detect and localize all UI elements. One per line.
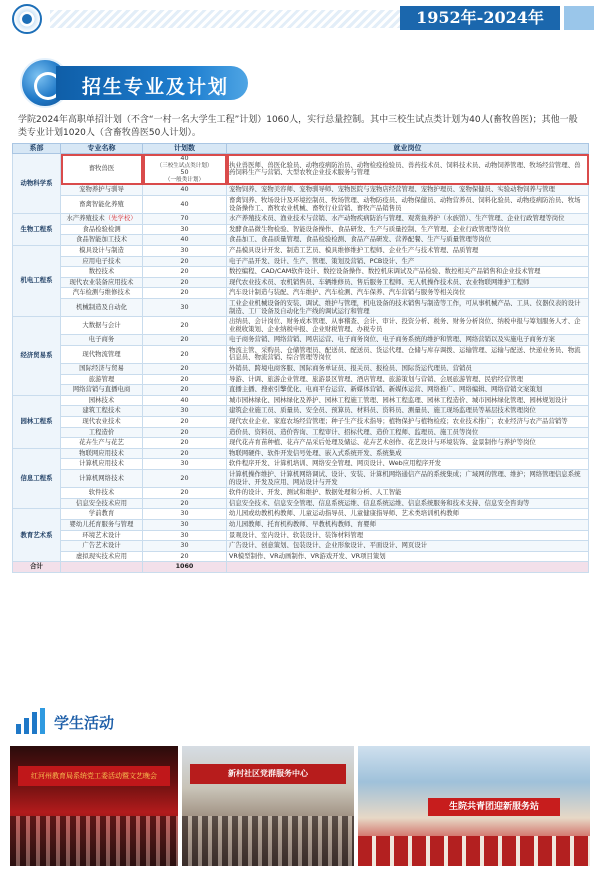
table-row bbox=[13, 335, 589, 346]
major-cell bbox=[61, 509, 143, 520]
major-name: 机械制造及自动化 bbox=[75, 302, 128, 311]
plan-plan-b: 50 bbox=[180, 168, 189, 177]
plan-cell: 20 bbox=[143, 277, 227, 288]
major-cell bbox=[61, 385, 143, 396]
table-row bbox=[13, 417, 589, 428]
plan-cell: 40 bbox=[143, 195, 227, 213]
table-row bbox=[13, 448, 589, 459]
major-name: 旅游管理 bbox=[88, 374, 115, 383]
major-cell bbox=[61, 277, 143, 288]
major-tag: （先学校） bbox=[104, 214, 137, 223]
plan-cell: 30 bbox=[143, 519, 227, 530]
major-name: 现代农业技术 bbox=[82, 417, 121, 426]
table-row bbox=[13, 235, 589, 246]
major-cell bbox=[61, 154, 143, 185]
jobs-cell: 汽车设计制造与装配、汽车维护、汽车检测、汽车保养、汽车营销与服务等相关岗位 bbox=[227, 288, 589, 299]
table-row bbox=[13, 427, 589, 438]
table-row bbox=[13, 385, 589, 396]
jobs-cell: 景观设计、室内设计、软装设计、装饰材料管理 bbox=[227, 530, 589, 541]
plan-cell: 70 bbox=[143, 214, 227, 225]
table-row bbox=[13, 195, 589, 213]
major-cell bbox=[61, 459, 143, 470]
activity-photo bbox=[358, 746, 590, 866]
jobs-cell: 物联网硬件、软件开发信号处理、嵌入式系统开发、系统集成 bbox=[227, 448, 589, 459]
major-cell bbox=[61, 417, 143, 428]
major-name: 广告艺术设计 bbox=[82, 541, 121, 550]
major-cell bbox=[61, 498, 143, 509]
jobs-cell: 广告设计、创意策划、包装设计、企业形象设计、平面设计、网页设计 bbox=[227, 541, 589, 552]
jobs-cell: 直播主播、搜索引擎优化、电商平台运营、新媒体营销、新媒体运营、网络推广、网络编辑、网络营销文案策划 bbox=[227, 385, 589, 396]
major-name: 食品智能加工技术 bbox=[75, 235, 128, 244]
table-row bbox=[13, 406, 589, 417]
major-name: 现代物流管理 bbox=[82, 349, 121, 358]
plan-cell: 20 bbox=[143, 448, 227, 459]
jobs-cell: 城市园林绿化、园林绿化及养护、园林工程施工管理、园林工程监理、园林工程造价、城市园林绿化管理、园林规划设计 bbox=[227, 395, 589, 406]
table-row bbox=[13, 317, 589, 335]
plan-cell: 20 bbox=[143, 417, 227, 428]
plan-cell: 30 bbox=[143, 224, 227, 235]
major-name: 畜牧兽医 bbox=[88, 164, 115, 173]
major-cell bbox=[61, 298, 143, 316]
jobs-cell: 现代农业技术员、农机销售员、车辆维修员、售后服务工程师、无人机操作技术员、农业物联网维护工程师 bbox=[227, 277, 589, 288]
plan-cell: 30 bbox=[143, 459, 227, 470]
major-name: 现代农业装备应用技术 bbox=[69, 277, 134, 286]
major-name: 汽车检测与维修技术 bbox=[72, 288, 131, 297]
table-header-row bbox=[13, 144, 589, 154]
total-row bbox=[13, 562, 589, 573]
major-name: 计算机应用技术 bbox=[79, 459, 124, 468]
jobs-cell: 现代花卉育苗种植、花卉产品采后处理及储运、花卉艺术创作、花艺设计与环境装饰、盆景制作与养护等岗位 bbox=[227, 438, 589, 449]
table-row bbox=[13, 488, 589, 499]
activity-title: 学生活动 bbox=[54, 714, 115, 732]
plan-cell: 20 bbox=[143, 374, 227, 385]
major-cell bbox=[61, 519, 143, 530]
header-stripe bbox=[50, 10, 430, 28]
jobs-cell: 物流主管、采购员、仓储管理员、配送员、配送员、货运代理、仓储与库存调拨、运输管理、运输与配送、快递业务员、物流信息员、物流营销、综合管理等岗位 bbox=[227, 345, 589, 363]
major-cell bbox=[61, 317, 143, 335]
major-cell bbox=[61, 551, 143, 562]
dept-cell: 信息工程系 bbox=[13, 448, 61, 509]
table-row bbox=[13, 470, 589, 488]
plan-cell: 20 bbox=[143, 288, 227, 299]
major-name: 计算机网络技术 bbox=[79, 473, 124, 482]
table-row bbox=[13, 267, 589, 278]
jobs-cell: 数控编程、CAD/CAM软件设计、数控设备操作、数控机床调试及产品检验、数控相关产品销售和企业技术管理 bbox=[227, 267, 589, 278]
major-cell bbox=[61, 364, 143, 375]
jobs-cell: 工业企业机械设备的安装、调试、维护与管理，机电设备的技术销售与制造等工作，可从事机械产品、工具、仪器仪表的设计制造、工厂设备及自动化生产线的调试运行和管理 bbox=[227, 298, 589, 316]
dept-cell: 经济贸易系 bbox=[13, 317, 61, 396]
plan-cell: 30 bbox=[143, 541, 227, 552]
school-logo-icon bbox=[12, 4, 42, 34]
jobs-cell: 出纳员、会计岗位、财务成本管理、从事稽查、会计、审计、投资分析、税务、财务分析岗位、纳税申报与筹划服务人才、企业税收策划、企业纳税申报、企业财税管理、办税专员 bbox=[227, 317, 589, 335]
jobs-cell: 产品模具设计开发、制造工艺员、模具维修维护工程师、企业生产与技术管理、品质管理 bbox=[227, 245, 589, 256]
table-row bbox=[13, 298, 589, 316]
dept-cell: 生物工程系 bbox=[13, 214, 61, 246]
table-row bbox=[13, 459, 589, 470]
major-cell bbox=[61, 288, 143, 299]
table-row bbox=[13, 214, 589, 225]
plan-cell: 20 bbox=[143, 498, 227, 509]
plan-cell: 20 bbox=[143, 317, 227, 335]
major-name: 信息安全技术应用 bbox=[75, 498, 128, 507]
jobs-cell: 计算机操作维护、计算机网络调试、设计、安装、计算机网络通信产品的系统集成；广域网的管理、维护；网络管理信息系统的设计、开发及应用、网站设计与开发 bbox=[227, 470, 589, 488]
section-title: 招生专业及计划 bbox=[82, 76, 230, 98]
jobs-cell: 现代农业企业、家庭农场经营管理；种子生产技术指导；植物保护与植物检疫；农业技术推广；农业经济与农产品营销等 bbox=[227, 417, 589, 428]
major-cell bbox=[61, 438, 143, 449]
total-label: 合计 bbox=[13, 562, 61, 573]
plan-cell: 40 bbox=[143, 395, 227, 406]
table-row bbox=[13, 438, 589, 449]
section-banner bbox=[20, 58, 248, 106]
plan-cell: 20 bbox=[143, 335, 227, 346]
major-name: 食品检验检测 bbox=[82, 224, 121, 233]
plan-cell: 20 bbox=[143, 488, 227, 499]
col-header-jobs: 就业岗位 bbox=[227, 144, 589, 154]
table-row bbox=[13, 530, 589, 541]
plan-cell: 20 bbox=[143, 427, 227, 438]
dept-cell: 动物科学系 bbox=[13, 154, 61, 214]
col-header-plan: 计划数 bbox=[143, 144, 227, 154]
major-name: 数控技术 bbox=[88, 267, 115, 276]
major-cell bbox=[61, 448, 143, 459]
plan-cell: 40 bbox=[143, 185, 227, 196]
major-cell bbox=[61, 374, 143, 385]
jobs-cell: 执业兽医师、兽医化验员、动物疫病防治员、动物检疫检验员、兽药技术员、饲料技术员、动物饲养管理、牧场经营管理、兽药饲料生产与营销、大型农牧企业技术服务与管理 bbox=[227, 154, 589, 185]
page-header bbox=[0, 0, 600, 36]
jobs-cell: 造价员、资料员、造价咨询、工程审计、招标代理、造价工程师、监理员、施工员等岗位 bbox=[227, 427, 589, 438]
plan-cell: 30 bbox=[143, 509, 227, 520]
intro-paragraph: 学院2024年高职单招计划（不含“一村一名大学生工程”计划）1060人，实行总量控制。其中三校生试点类计划为40人(畜牧兽医)；其他一般类专业计划1020人（含畜牧兽医50人计划）。 bbox=[18, 115, 578, 138]
activity-photos bbox=[10, 746, 590, 866]
major-name: 网络营销与直播电商 bbox=[72, 385, 131, 394]
photo-banner: 红河州教育局系统党工委活动暨文艺晚会 bbox=[18, 766, 170, 786]
major-cell bbox=[61, 395, 143, 406]
major-cell bbox=[61, 185, 143, 196]
col-header-major: 专业名称 bbox=[61, 144, 143, 154]
major-cell bbox=[61, 256, 143, 267]
plan-plan-a-note: （三校生试点类计划） bbox=[156, 162, 213, 169]
table-row bbox=[13, 224, 589, 235]
plan-plan-b-note: （一般类计划） bbox=[164, 176, 205, 183]
major-cell bbox=[61, 488, 143, 499]
table-row bbox=[13, 185, 589, 196]
table-row bbox=[13, 345, 589, 363]
jobs-cell: 外销员、跨境电商客服、国际商务单证员、报关员、报检员、国际货运代理员、营销员 bbox=[227, 364, 589, 375]
jobs-cell: 水产养殖技术员、渔业技术与营销、水产动物疾病防治与管理、观赏鱼养护（水族馆）、生产管理、企业行政管理等岗位 bbox=[227, 214, 589, 225]
major-name: 软件技术 bbox=[88, 488, 115, 497]
major-name: 工程造价 bbox=[88, 427, 115, 436]
plan-cell: 40 bbox=[143, 235, 227, 246]
major-name: 应用电子技术 bbox=[82, 256, 121, 265]
jobs-cell: 食品加工、食品质量管理、食品检验检测、食品产品研发、营养配餐、生产与质量管理等岗位 bbox=[227, 235, 589, 246]
major-name: 宠物养护与驯导 bbox=[79, 185, 124, 194]
plan-cell: 20 bbox=[143, 256, 227, 267]
major-cell bbox=[61, 267, 143, 278]
plan-cell: 30 bbox=[143, 298, 227, 316]
major-name: 大数据与会计 bbox=[82, 320, 121, 329]
major-name: 学前教育 bbox=[88, 509, 115, 518]
bar-chart-icon bbox=[16, 708, 46, 734]
table-row bbox=[13, 374, 589, 385]
major-name: 水产养殖技术 bbox=[66, 214, 105, 223]
jobs-cell: 电子产品开发、设计、生产、管理、策划及营销、PCB设计、生产 bbox=[227, 256, 589, 267]
table-row bbox=[13, 395, 589, 406]
plan-cell: 30 bbox=[143, 245, 227, 256]
plan-cell: 30 bbox=[143, 406, 227, 417]
plan-cell: 20 bbox=[143, 470, 227, 488]
photo-banner: 新村社区党群服务中心 bbox=[190, 764, 346, 784]
major-name: 婴幼儿托育服务与管理 bbox=[69, 519, 134, 528]
major-name: 模具设计与制造 bbox=[79, 245, 124, 254]
jobs-cell: 软件程序开发、计算机培训、网络安全管理、网页设计、Web应用程序开发 bbox=[227, 459, 589, 470]
plan-cell: 20 bbox=[143, 267, 227, 278]
table-row bbox=[13, 519, 589, 530]
major-cell bbox=[61, 214, 143, 225]
table-row bbox=[13, 498, 589, 509]
major-cell bbox=[61, 245, 143, 256]
table-row bbox=[13, 364, 589, 375]
major-name: 建筑工程技术 bbox=[82, 406, 121, 415]
major-cell bbox=[61, 406, 143, 417]
major-name: 国际经济与贸易 bbox=[79, 364, 124, 373]
dept-cell: 教育艺术系 bbox=[13, 509, 61, 562]
major-name: 虚拟现实技术应用 bbox=[75, 551, 128, 560]
plan-cell bbox=[143, 154, 227, 185]
table-row bbox=[13, 245, 589, 256]
jobs-cell: 导游、计调、旅游企业管理、旅游景区管理、酒店管理、旅游策划与营销、会展旅游管理、民宿经营管理 bbox=[227, 374, 589, 385]
header-tab-decoration bbox=[564, 6, 594, 30]
jobs-cell: 畜禽饲养、牧场设计及环境控制员、牧场管理、动物防疫员、动物保健员、动物营养员、饲料化验员、动物疫病防治员、牧场设备操作工、畜牧农业机械、畜牧行业营销、畜牧产品销售员 bbox=[227, 195, 589, 213]
table-row bbox=[13, 551, 589, 562]
plan-cell: 20 bbox=[143, 345, 227, 363]
jobs-cell: 信息安全技术、信息安全管理、信息系统运维、信息系统运维、信息系统服务和技术支持、信息安全咨询等 bbox=[227, 498, 589, 509]
plan-cell: 20 bbox=[143, 438, 227, 449]
jobs-cell: 电子商务营销、网络营销、网店运营、电子商务岗位、电子商务系统的维护和管理、网络营销以及实施电子商务方案 bbox=[227, 335, 589, 346]
jobs-cell: 软件的设计、开发、测试和维护、数据处理和分析、人工智能 bbox=[227, 488, 589, 499]
major-cell bbox=[61, 195, 143, 213]
jobs-cell: 建筑企业施工员、质量员、安全员、预算员、材料员、资料员、测量员、施工现场监理员等基层技术管理岗位 bbox=[227, 406, 589, 417]
major-cell bbox=[61, 235, 143, 246]
major-cell bbox=[61, 335, 143, 346]
major-name: 电子商务 bbox=[88, 335, 115, 344]
major-cell bbox=[61, 224, 143, 235]
enrollment-table bbox=[12, 143, 589, 573]
major-name: 园林技术 bbox=[88, 395, 115, 404]
plan-cell: 20 bbox=[143, 364, 227, 375]
major-cell bbox=[61, 530, 143, 541]
major-cell bbox=[61, 541, 143, 552]
major-cell bbox=[61, 427, 143, 438]
jobs-cell: 幼儿园教师、托育机构教师、早教机构教师、育婴师 bbox=[227, 519, 589, 530]
table-row bbox=[13, 154, 589, 185]
total-value: 1060 bbox=[143, 562, 227, 573]
major-cell bbox=[61, 470, 143, 488]
table-body bbox=[13, 154, 589, 573]
plan-cell: 20 bbox=[143, 551, 227, 562]
table-row bbox=[13, 277, 589, 288]
table-row bbox=[13, 541, 589, 552]
major-name: 畜禽智能化养殖 bbox=[79, 199, 124, 208]
major-name: 环境艺术设计 bbox=[82, 530, 121, 539]
major-name: 物联网应用技术 bbox=[79, 448, 124, 457]
header-years: 1952年-2024年 bbox=[400, 6, 560, 30]
dept-cell: 园林工程系 bbox=[13, 395, 61, 448]
plan-cell: 20 bbox=[143, 385, 227, 396]
dept-cell: 机电工程系 bbox=[13, 245, 61, 316]
major-name: 花卉生产与花艺 bbox=[79, 438, 124, 447]
jobs-cell: 发酵食品微生物检验、智能设备操作、食品研发、生产与质量控制、生产管理、企业行政管理等岗位 bbox=[227, 224, 589, 235]
table-row bbox=[13, 288, 589, 299]
table-row bbox=[13, 509, 589, 520]
activity-photo bbox=[10, 746, 178, 866]
activity-photo bbox=[182, 746, 354, 866]
jobs-cell: 宠物饲养、宠物美容师、宠物驯导师、宠物医院与宠物店经营管理、宠物护理员、宠物保健员、实验动物饲养与管理 bbox=[227, 185, 589, 196]
jobs-cell: 幼儿园或幼教机构教师、儿童运动指导员、儿童健康指导师、艺术类培训机构教师 bbox=[227, 509, 589, 520]
plan-cell: 30 bbox=[143, 530, 227, 541]
plan-plan-a: 40 bbox=[180, 154, 189, 162]
photo-banner: 生院共青团迎新服务站 bbox=[428, 798, 560, 816]
jobs-cell: VR模型制作、VR动画制作、VR游戏开发、VR项目策划 bbox=[227, 551, 589, 562]
major-cell bbox=[61, 345, 143, 363]
col-header-dept: 系部 bbox=[13, 144, 61, 154]
table-row bbox=[13, 256, 589, 267]
